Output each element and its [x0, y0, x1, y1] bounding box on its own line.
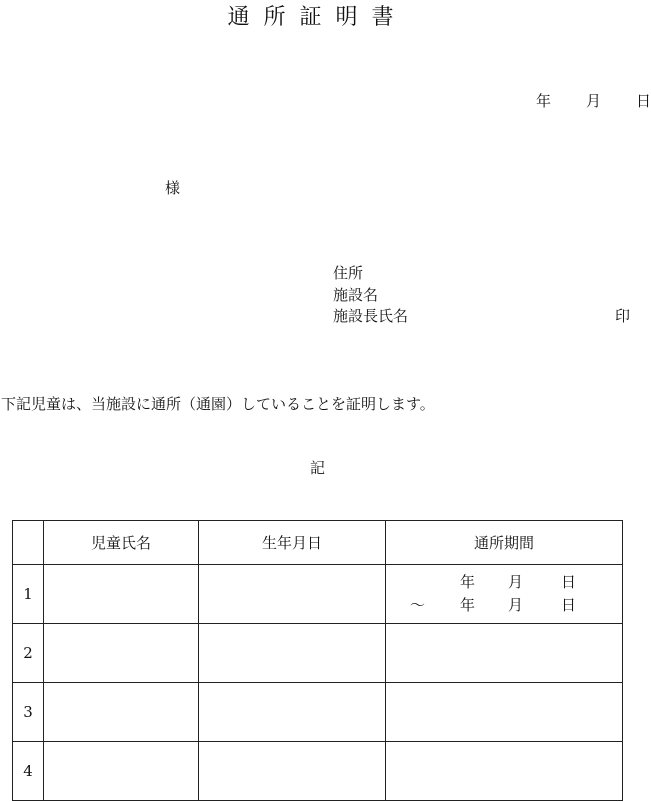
row-number: 1 [13, 565, 44, 624]
child-name-cell[interactable] [44, 624, 199, 683]
period-cell[interactable] [386, 742, 623, 801]
seal-label: 印 [615, 307, 631, 325]
period-cell[interactable] [386, 565, 623, 624]
issuer-facility-label: 施設名 [333, 286, 379, 304]
header-number [13, 521, 44, 565]
period-start-month: 月 [508, 573, 524, 591]
header-period: 通所期間 [386, 521, 623, 565]
table-row [13, 683, 623, 742]
birth-date-cell[interactable] [199, 624, 386, 683]
birth-date-cell[interactable] [199, 565, 386, 624]
children-table [12, 520, 623, 801]
date-month-label: 月 [586, 92, 602, 110]
addressee-suffix: 様 [165, 179, 181, 197]
period-end-year: 年 [460, 596, 476, 614]
period-cell[interactable] [386, 624, 623, 683]
row-number: 3 [13, 683, 44, 742]
certification-statement: 下記児童は、当施設に通所（通園）していることを証明します。 [1, 395, 435, 413]
date-day-label: 日 [636, 92, 651, 110]
header-birth-date: 生年月日 [199, 521, 386, 565]
child-name-cell[interactable] [44, 565, 199, 624]
document-title: 通所証明書 [227, 5, 408, 30]
date-year-label: 年 [536, 92, 552, 110]
table-row [13, 624, 623, 683]
table-row [13, 565, 623, 624]
header-child-name: 児童氏名 [44, 521, 199, 565]
period-start-year: 年 [460, 573, 476, 591]
ki-heading: 記 [309, 459, 325, 477]
issuer-address-label: 住所 [333, 264, 364, 282]
child-name-cell[interactable] [44, 683, 199, 742]
row-number: 4 [13, 742, 44, 801]
period-range-mark: ～ [410, 596, 426, 614]
row-number: 2 [13, 624, 44, 683]
period-end-month: 月 [508, 596, 524, 614]
table-row [13, 742, 623, 801]
birth-date-cell[interactable] [199, 742, 386, 801]
period-cell[interactable] [386, 683, 623, 742]
issuer-director-label: 施設長氏名 [333, 307, 409, 325]
birth-date-cell[interactable] [199, 683, 386, 742]
period-start-day: 日 [561, 573, 577, 591]
table-header-row [13, 521, 623, 565]
period-end-day: 日 [561, 596, 577, 614]
child-name-cell[interactable] [44, 742, 199, 801]
